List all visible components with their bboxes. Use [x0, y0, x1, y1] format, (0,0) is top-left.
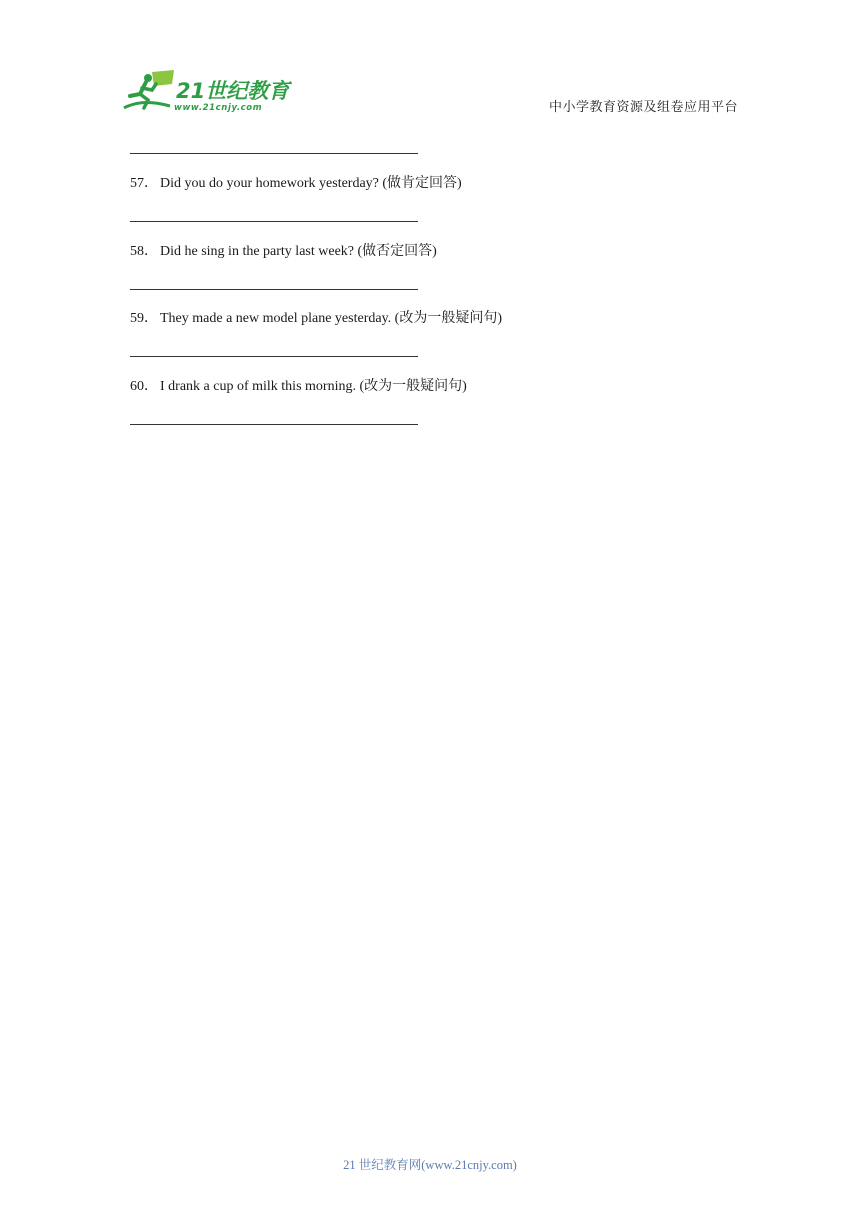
answer-line-59[interactable] — [130, 356, 418, 357]
question-text: I drank a cup of milk this morning. (改为一般疑问句) — [160, 379, 467, 394]
answer-line-58[interactable] — [130, 289, 418, 290]
page-footer: 21 世纪教育网(www.21cnjy.com) — [343, 1158, 517, 1172]
question-text: Did he sing in the party last week? (做否定回答) — [160, 244, 437, 259]
question-number: 57． — [130, 176, 158, 191]
question-58 — [130, 240, 437, 260]
question-number: 58． — [130, 244, 158, 259]
question-59 — [130, 307, 502, 327]
answer-line-60[interactable] — [130, 424, 418, 425]
question-60 — [130, 375, 467, 395]
answer-line[interactable] — [130, 153, 418, 154]
runner-logo-icon — [122, 68, 292, 114]
question-number: 59． — [130, 311, 158, 326]
question-text: They made a new model plane yesterday. (改为一般疑问句) — [160, 311, 502, 326]
question-number: 60． — [130, 379, 158, 394]
answer-line-57[interactable] — [130, 221, 418, 222]
logo-url: www.21cnjy.com — [174, 103, 263, 113]
site-logo — [122, 68, 292, 114]
header-tagline: 中小学教育资源及组卷应用平台 — [549, 99, 739, 114]
question-57 — [130, 172, 462, 192]
question-text: Did you do your homework yesterday? (做肯定回答) — [160, 176, 462, 191]
logo-wordmark: 21世纪教育 — [176, 79, 290, 103]
